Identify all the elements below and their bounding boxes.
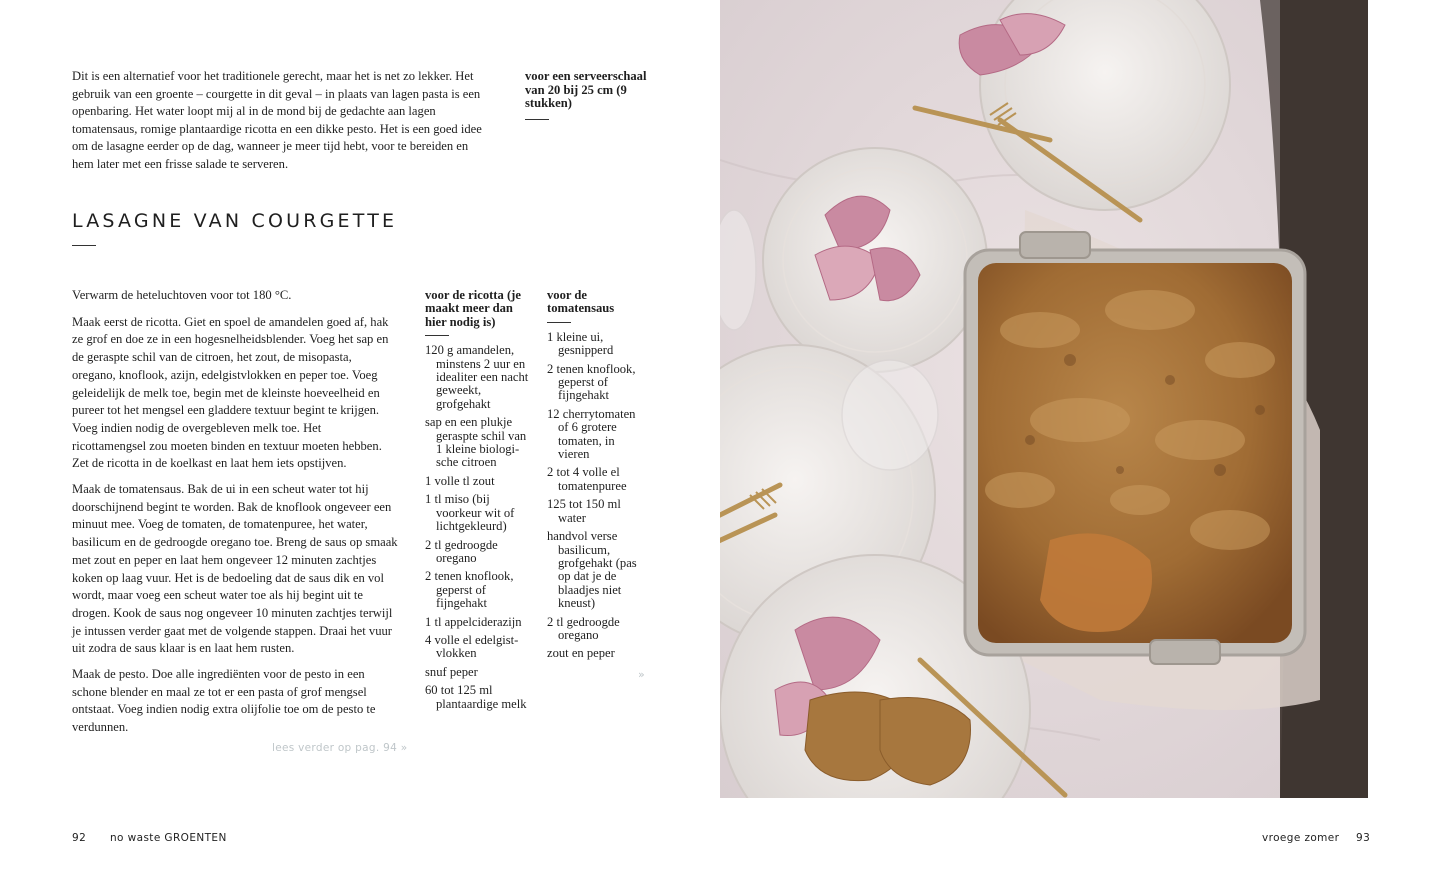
- sauce-list: [547, 331, 645, 661]
- lasagne-photo-illustration: [720, 0, 1368, 798]
- list-item: 1 tl appelciderazijn: [425, 614, 522, 629]
- left-running-title: no waste GROENTEN: [110, 832, 227, 844]
- tomato-sauce-ingredients: [547, 289, 645, 666]
- list-item: 2 tenen knoflook, geperst of fijngehakt: [547, 361, 636, 403]
- list-item: 1 tl miso (bij voorkeur wit of lichtgekleurd): [425, 492, 515, 534]
- list-item: 60 tot 125 ml plantaardige melk: [425, 683, 527, 711]
- serving-rule: [525, 119, 549, 120]
- list-item: handvol verse basilicum, grofgehakt (pas op dat je de blaadjes niet kneust): [547, 529, 637, 611]
- method-step-preheat: Verwarm de heteluchtoven voor tot 180 °C.: [72, 288, 292, 302]
- sauce-rule: [547, 322, 571, 323]
- title-rule: [72, 245, 96, 246]
- list-item: 2 tenen knoflook, geperst of fijngehakt: [425, 569, 514, 611]
- list-item: 2 tl gedroogde oregano: [425, 537, 498, 565]
- intro-paragraph: Dit is een alternatief voor het traditionele gerecht, maar het is net zo lekker. Het gebruik van een groente – courgette in dit geval – in plaats van lagen pasta is een openbaring. Het water loopt mij al in de mond bij de gedachte aan lagen tomatensaus, romige plantaardige ricotta en een dikke pesto. Het is een goed idee om de lasagne eerder op de dag, wanneer je meer tijd hebt, voor te bereiden en hem later met een frisse salade te serveren.: [72, 69, 482, 171]
- right-running-title: vroege zomer: [1262, 832, 1340, 844]
- list-item: 1 kleine ui, gesnipperd: [547, 329, 614, 358]
- list-item: 12 cherrytomaten of 6 grotere tomaten, in vieren: [547, 406, 636, 462]
- list-item: 120 g amandelen, minstens 2 uur en idealiter een nacht geweekt, grofgehakt: [425, 343, 529, 411]
- recipe-title: LASAGNE VAN COURGETTE: [72, 210, 398, 232]
- sauce-heading: voor de tomatensaus: [547, 288, 615, 316]
- ricotta-rule: [425, 335, 449, 336]
- list-item: zout en peper: [547, 646, 615, 661]
- list-item: 2 tl gedroogde oregano: [547, 614, 620, 642]
- list-item: 1 volle tl zout: [425, 473, 495, 488]
- list-item: snuf peper: [425, 664, 478, 679]
- list-item: 4 volle el edelgist-vlokken: [425, 632, 519, 661]
- list-item: 125 tot 150 ml water: [547, 497, 621, 525]
- method-step-ricotta: Maak eerst de ricotta. Giet en spoel de amandelen goed af, hak ze grof en doe ze in een hogesnelheidsblender. Voeg het sap en de geraspte schil van de citroen, het zout, de misopasta, oregano, knoflook, azijn, edelgistvlokken en peper toe. Voeg geleidelijk de melk toe, begin met de kleinste hoeveelheid en pureer tot het mengsel een gladdere textuur begint te krijgen. Voeg indien nodig de overgebleven melk toe. Het ricottamengsel zou moeten binden en textuur moeten hebben. Zet de ricotta in de koelkast en laat hem iets opstijven.: [72, 314, 389, 471]
- method-text: [72, 287, 398, 745]
- left-page-number: 92: [72, 832, 87, 844]
- serving-info: [525, 70, 665, 120]
- food-photo: [720, 0, 1368, 798]
- ricotta-list: [425, 344, 535, 711]
- right-page-number: 93: [1356, 832, 1371, 844]
- continue-marker: »: [638, 668, 645, 681]
- list-item: sap en een plukje geraspte schil van 1 kleine biologi-sche citroen: [425, 415, 527, 470]
- continue-reading-link[interactable]: lees verder op pag. 94 »: [272, 742, 408, 754]
- list-item: 2 tot 4 volle el tomatenpuree: [547, 465, 627, 493]
- method-step-tomato-sauce: Maak de tomatensaus. Bak de ui in een scheut water tot hij doorschijnend begint te worden. Bak de knoflook ongeveer een minuut mee. Voeg de tomaten, de tomatenpuree, het water, basilicum en de gedroogde oregano toe. Breng de saus op smaak met zout en peper en laat hem ongeveer 12 minuten zachtjes koken op laag vuur. Het is de bedoeling dat de saus dik en vol wordt, maar voeg een scheut water toe als hij begint uit te drogen. Kook de saus nog ongeveer 10 minuten zachtjes terwijl je intussen verder gaat met de volgende stappen. Draai het vuur uit zodra de saus klaar is en laat hem rusten.: [72, 482, 398, 656]
- method-step-pesto: Maak de pesto. Doe alle ingrediënten voor de pesto in een schone blender en maal ze tot er een pasta of grof mengsel ontstaat. Voeg indien nodig extra olijfolie toe om de pesto te verdunnen.: [72, 667, 376, 735]
- ricotta-ingredients: [425, 289, 535, 716]
- serving-text: voor een serveerschaal van 20 bij 25 cm (9 stukken): [525, 69, 647, 110]
- ricotta-heading: voor de ricotta (je maakt meer dan hier nodig is): [425, 288, 521, 329]
